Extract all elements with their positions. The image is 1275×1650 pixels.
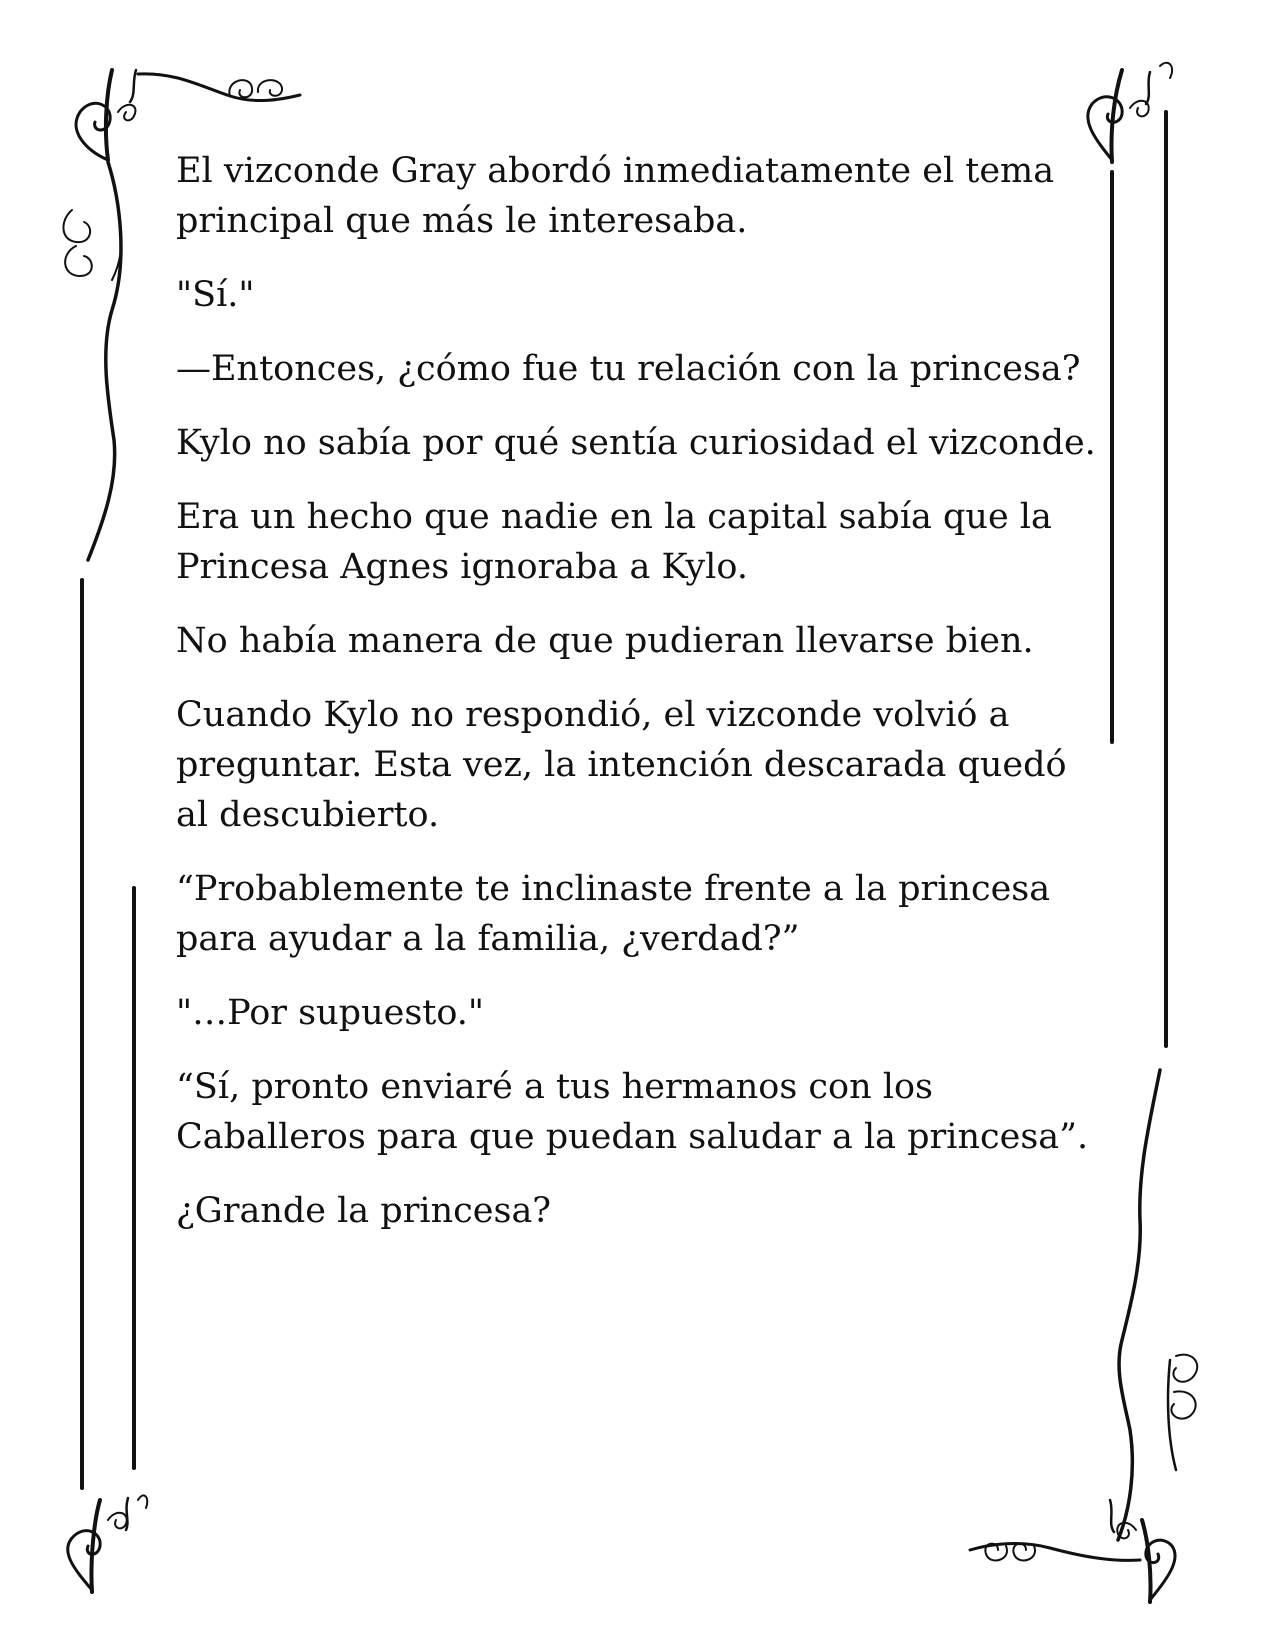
paragraph: "Sí." [176, 275, 255, 315]
top-right-flourish-icon [1088, 63, 1172, 162]
paragraph: Cuando Kylo no respondió, el vizconde volvió a preguntar. Esta vez, la intención descarada quedó al descubierto. [176, 695, 1067, 835]
paragraph: Kylo no sabía por qué sentía curiosidad el vizconde. [176, 423, 1096, 463]
paragraph: —Entonces, ¿cómo fue tu relación con la princesa? [176, 349, 1081, 389]
paragraph: "…Por supuesto." [176, 993, 485, 1033]
body-text [176, 146, 1096, 1260]
bottom-left-flourish-icon [68, 1495, 148, 1592]
paragraph: ¿Grande la princesa? [176, 1191, 552, 1231]
paragraph: No había manera de que pudieran llevarse bien. [176, 621, 1034, 661]
paragraph: El vizconde Gray abordó inmediatamente el tema principal que más le interesaba. [176, 151, 1055, 241]
paragraph: Era un hecho que nadie en la capital sabía que la Princesa Agnes ignoraba a Kylo. [176, 497, 1052, 587]
paragraph: “Probablemente te inclinaste frente a la princesa para ayudar a la familia, ¿verdad?” [176, 869, 1051, 959]
paragraph: “Sí, pronto enviaré a tus hermanos con los Caballeros para que puedan saludar a la princesa”. [176, 1067, 1089, 1157]
